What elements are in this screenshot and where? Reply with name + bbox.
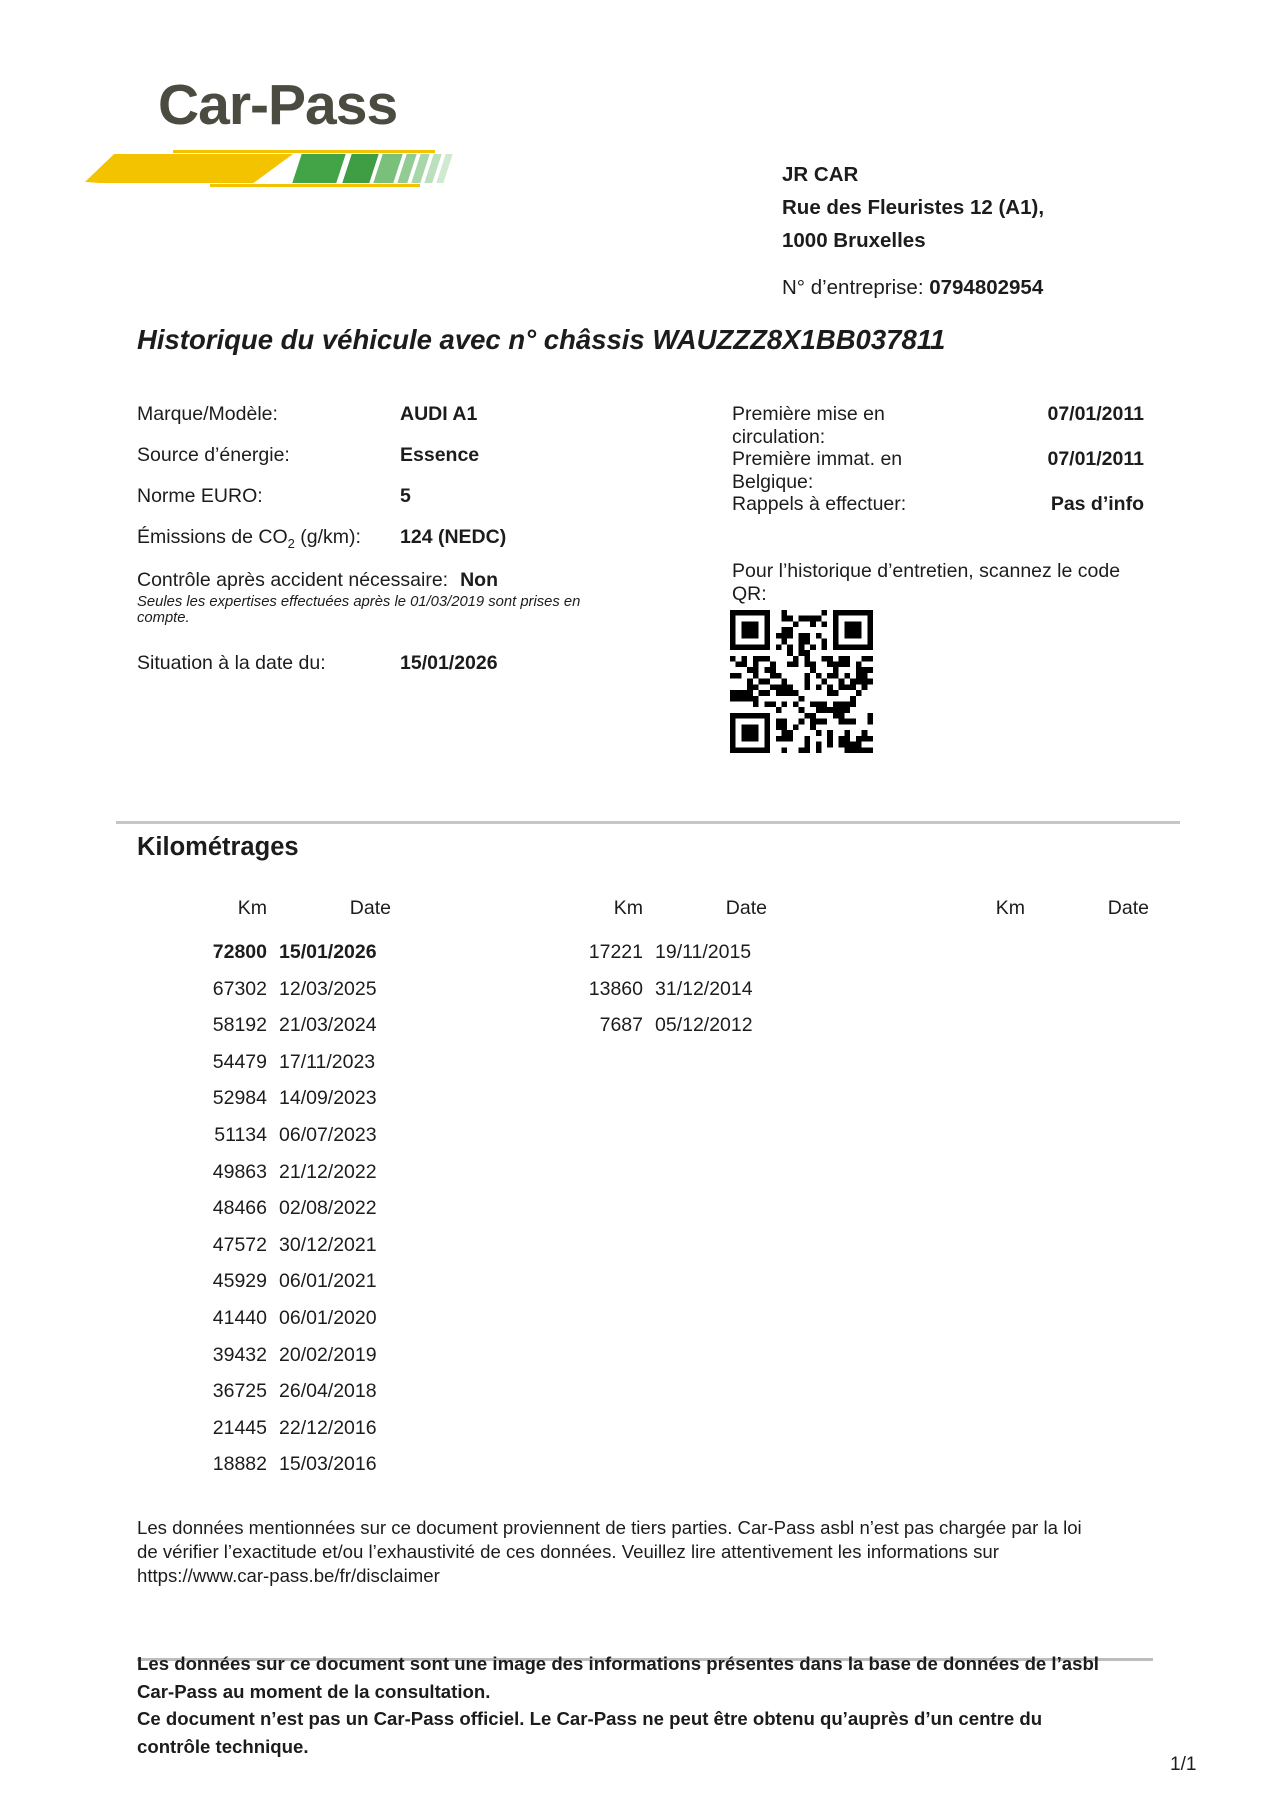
carpass-logo-text: Car-Pass <box>158 73 398 137</box>
mileage-row <box>137 1446 429 1483</box>
mileage-row <box>137 1080 429 1117</box>
dealer-street: Rue des Fleuristes 12 (A1), <box>782 196 1045 219</box>
mileage-header <box>513 897 805 920</box>
legal-paragraph <box>137 1650 1151 1760</box>
co2-label: Émissions de $CO_2$ (g/km): <box>137 526 361 551</box>
detail-row-situation-date <box>137 652 617 675</box>
first-circulation-label: Première mise en circulation: <box>732 403 885 448</box>
mileage-km: 17221 <box>588 941 643 963</box>
mileage-km: 41440 <box>212 1306 267 1329</box>
mileage-rows <box>137 934 429 1483</box>
date-header: Date <box>725 897 767 919</box>
km-header: Km <box>237 897 267 919</box>
mileage-km: 18882 <box>212 1453 267 1476</box>
euro-norm-label: Norme EURO: <box>137 485 263 507</box>
detail-row-first-circulation <box>732 403 1144 448</box>
enterprise-number-line <box>782 276 1043 300</box>
recalls-value: Pas d’info <box>1050 493 1144 515</box>
document-title: Historique du véhicule avec n° châssis WAUZZZ8X1BB037811 <box>137 324 946 355</box>
mileage-row <box>137 971 429 1008</box>
mileage-km: 52984 <box>212 1087 267 1110</box>
mileage-row <box>513 1007 805 1044</box>
mileage-date: 30/12/2021 <box>279 1233 377 1256</box>
date-header: Date <box>1107 897 1149 919</box>
legal-line: Ce document n’est pas un Car-Pass officiel. Le Car-Pass ne peut être obtenu qu’auprès d’un centre du <box>137 1708 1043 1729</box>
mileage-date: 05/12/2012 <box>655 1014 753 1037</box>
brand-label: Marque/Modèle: <box>137 403 278 425</box>
brand-value: AUDI A1 <box>400 403 478 425</box>
date-header: Date <box>349 897 391 919</box>
mileage-date: 21/12/2022 <box>279 1160 377 1183</box>
mileage-row <box>137 1337 429 1374</box>
logo-yellow-line-top <box>173 150 435 153</box>
mileage-row <box>137 1007 429 1044</box>
qr-caption: Pour l’historique d’entretien, scannez le code QR: <box>732 560 1121 605</box>
mileage-date: 20/02/2019 <box>279 1343 377 1366</box>
accident-note: Seules les expertises effectuées après le 01/03/2019 sont prises en compte. <box>137 593 581 626</box>
legal-line: Car-Pass au moment de la consultation. <box>137 1680 491 1702</box>
mileage-km: 72800 <box>212 941 267 963</box>
mileage-km: 54479 <box>212 1050 267 1073</box>
energy-label: Source d’énergie: <box>137 444 290 466</box>
mileage-row <box>137 1117 429 1154</box>
mileage-column-2 <box>513 897 805 1483</box>
mileage-date: 26/04/2018 <box>279 1380 377 1403</box>
detail-row-euro-norm <box>137 485 617 508</box>
mileage-section-title: Kilométrages <box>137 833 299 861</box>
mileage-row <box>137 1044 429 1081</box>
mileage-row <box>137 1190 429 1227</box>
logo-yellow-line-bottom <box>210 184 420 187</box>
mileage-km: 49863 <box>212 1160 267 1183</box>
logo-green-stripe <box>292 154 345 183</box>
mileage-row <box>137 934 429 971</box>
mileage-km: 51134 <box>214 1123 267 1146</box>
mileage-date: 06/07/2023 <box>279 1123 377 1146</box>
dealer-name: JR CAR <box>782 163 859 186</box>
mileage-date: 06/01/2021 <box>279 1270 377 1293</box>
energy-value: Essence <box>400 444 480 466</box>
mileage-km: 45929 <box>212 1270 267 1293</box>
disclaimer-paragraph <box>137 1516 1151 1588</box>
first-circulation-value: 07/01/2011 <box>1047 403 1144 425</box>
logo-yellow-swoosh <box>85 154 293 183</box>
page-number: 1/1 <box>1170 1754 1197 1775</box>
mileage-date: 06/01/2020 <box>279 1306 377 1329</box>
mileage-column-3 <box>895 897 1187 1483</box>
disclaimer-line: de vérifier l’exactitude et/ou l’exhaustivité de ces données. Veuillez lire attentivement les informations sur <box>137 1541 999 1562</box>
mileage-km: 36725 <box>212 1380 267 1403</box>
dealer-city: 1000 Bruxelles <box>782 229 926 252</box>
detail-row-first-registration <box>732 448 1144 493</box>
detail-row-energy <box>137 444 617 467</box>
km-header: Km <box>613 897 643 919</box>
mileage-date: 15/01/2026 <box>279 941 377 963</box>
mileage-km: 48466 <box>212 1197 267 1220</box>
mileage-rows <box>513 934 805 1044</box>
mileage-row <box>137 1373 429 1410</box>
mileage-km: 21445 <box>212 1416 267 1439</box>
mileage-row <box>513 934 805 971</box>
mileage-date: 12/03/2025 <box>279 977 377 1000</box>
mileage-table <box>137 897 1187 1483</box>
mileage-km: 13860 <box>588 977 643 1000</box>
vehicle-details-right <box>732 403 1144 516</box>
mileage-date: 19/11/2015 <box>655 941 752 963</box>
enterprise-number-value: 0794802954 <box>929 276 1044 299</box>
carpass-logo-graphic-icon <box>85 148 465 192</box>
disclaimer-url-link[interactable]: https://www.car-pass.be/fr/disclaimer <box>137 1565 440 1586</box>
mileage-date: 31/12/2014 <box>655 977 753 1000</box>
first-registration-label: Première immat. en Belgique: <box>732 448 903 493</box>
situation-date-value: 15/01/2026 <box>400 651 498 674</box>
mileage-row <box>137 1227 429 1264</box>
recalls-label: Rappels à effectuer: <box>732 493 907 515</box>
euro-norm-value: 5 <box>400 485 411 507</box>
detail-row-co2 <box>137 526 617 551</box>
legal-line: Les données sur ce document sont une image des informations présentes dans la base de données de l’asbl <box>137 1653 1099 1674</box>
mileage-km: 58192 <box>212 1014 267 1037</box>
mileage-date: 22/12/2016 <box>279 1416 377 1439</box>
mileage-km: 39432 <box>212 1343 267 1366</box>
mileage-row <box>137 1154 429 1191</box>
mileage-date: 17/11/2023 <box>279 1050 376 1073</box>
mileage-km: 7687 <box>599 1014 643 1037</box>
mileage-date: 02/08/2022 <box>279 1197 377 1220</box>
section-divider <box>116 821 1180 824</box>
dealer-address-block <box>782 158 1044 257</box>
mileage-row <box>137 1410 429 1447</box>
first-registration-value: 07/01/2011 <box>1047 448 1144 470</box>
enterprise-number-label: N° d’entreprise: <box>782 276 930 299</box>
mileage-row <box>137 1300 429 1337</box>
detail-row-recalls <box>732 493 1144 516</box>
km-header: Km <box>995 897 1025 919</box>
mileage-row <box>513 971 805 1008</box>
accident-label: Contrôle après accident nécessaire: <box>137 568 449 591</box>
legal-line: contrôle technique. <box>137 1735 309 1757</box>
accident-value: Non <box>460 568 498 591</box>
mileage-date: 14/09/2023 <box>279 1087 377 1110</box>
co2-value: 124 (NEDC) <box>400 526 507 548</box>
detail-row-brand <box>137 403 617 426</box>
mileage-km: 47572 <box>212 1233 267 1256</box>
vehicle-details-left <box>137 403 617 693</box>
mileage-column-1 <box>137 897 429 1483</box>
mileage-row <box>137 1263 429 1300</box>
detail-row-accident <box>137 569 617 592</box>
mileage-header <box>895 897 1187 920</box>
mileage-date: 21/03/2024 <box>279 1014 377 1037</box>
mileage-date: 15/03/2016 <box>279 1453 377 1476</box>
qr-code <box>730 610 873 753</box>
mileage-header <box>137 897 429 920</box>
situation-date-label: Situation à la date du: <box>137 651 326 674</box>
disclaimer-line: Les données mentionnées sur ce document proviennent de tiers parties. Car-Pass asbl n’est pas chargée par la loi <box>137 1517 1082 1538</box>
logo-green-stripe <box>342 154 378 183</box>
mileage-km: 67302 <box>212 977 267 1000</box>
